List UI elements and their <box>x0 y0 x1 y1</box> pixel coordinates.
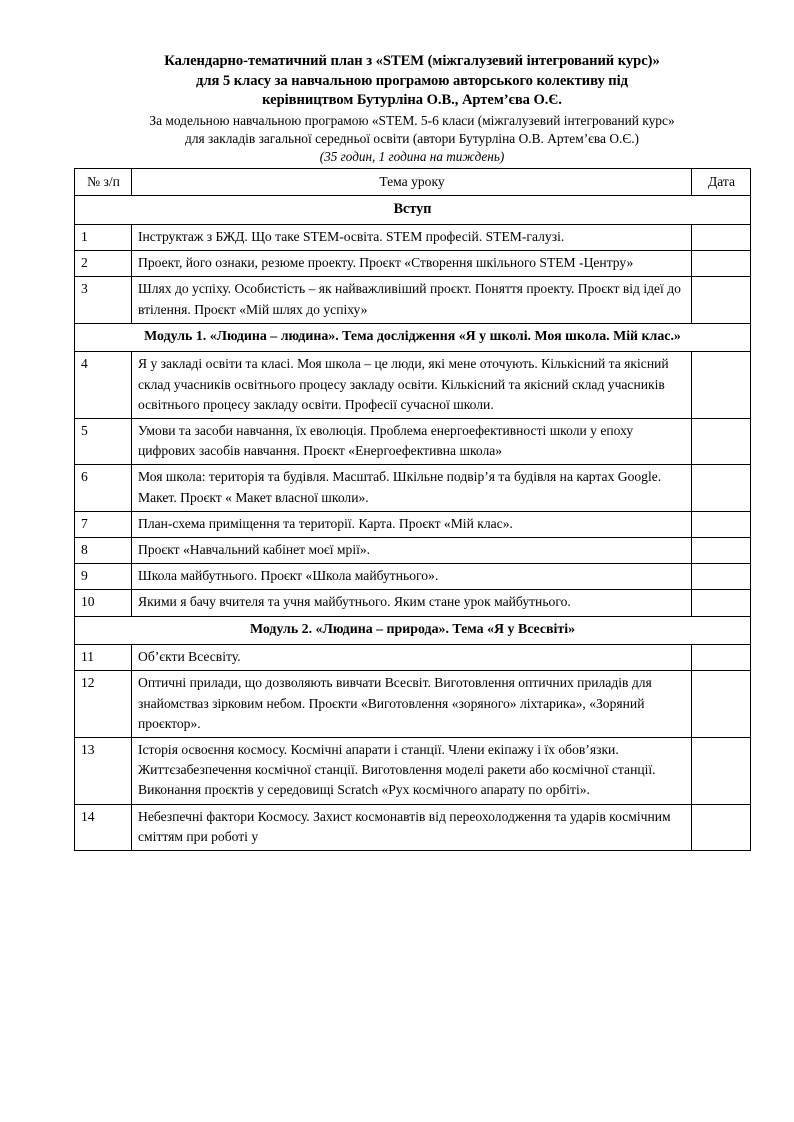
lesson-date[interactable] <box>692 419 751 465</box>
lesson-theme: Школа майбутнього. Проєкт «Школа майбутнього». <box>132 564 692 590</box>
lesson-date[interactable] <box>692 277 751 323</box>
lesson-theme: Історія освоєння космосу. Космічні апарати і станції. Члени екіпажу і їх обов’язки. Життєзабезпечення космічної станції. Виготовлення моделі ракети або космічної станції. Виконання проєктів у середовищі Scratch «Рух космічного апарату по орбіті». <box>132 738 692 805</box>
section-label: Модуль 2. «Людина – природа». Тема «Я у Всесвіті» <box>75 616 751 645</box>
table-row <box>75 224 751 250</box>
page-title <box>74 52 750 111</box>
title-line-3: керівництвом Бутурліна О.В., Артем’єва О.Є. <box>262 92 562 109</box>
table-row <box>75 352 751 419</box>
lesson-number: 8 <box>75 538 132 564</box>
lesson-number: 6 <box>75 465 132 511</box>
lesson-date[interactable] <box>692 590 751 616</box>
lesson-number: 10 <box>75 590 132 616</box>
lesson-theme: Інструктаж з БЖД. Що таке STEM-освіта. STEM професій. STEM-галузі. <box>132 224 692 250</box>
lesson-date[interactable] <box>692 465 751 511</box>
lesson-date[interactable] <box>692 224 751 250</box>
table-body <box>75 196 751 851</box>
lesson-theme: Шлях до успіху. Особистість – як найважливіший проєкт. Поняття проекту. Проєкт від ідеї до втілення. Проєкт «Мій шлях до успіху» <box>132 277 692 323</box>
lesson-date[interactable] <box>692 645 751 671</box>
lesson-theme: Умови та засоби навчання, їх еволюція. Проблема енергоефективності школи у епоху цифрових засобів навчання. Проєкт «Енергоефективна школа» <box>132 419 692 465</box>
lesson-theme: План-схема приміщення та території. Карта. Проєкт «Мій клас». <box>132 511 692 537</box>
page-subtitle <box>74 112 750 148</box>
table-section-row <box>75 196 751 225</box>
section-label: Вступ <box>75 196 751 225</box>
lesson-theme: Оптичні прилади, що дозволяють вивчати Всесвіт. Виготовлення оптичних приладів для знайомстваз зірковим небом. Проєкти «Виготовлення «зоряного» ліхтарика», «Зоряний проєктор». <box>132 671 692 738</box>
table-row <box>75 804 751 850</box>
lesson-date[interactable] <box>692 671 751 738</box>
lesson-theme: Об’єкти Всесвіту. <box>132 645 692 671</box>
lesson-date[interactable] <box>692 511 751 537</box>
table-row <box>75 251 751 277</box>
table-row <box>75 564 751 590</box>
lesson-number: 11 <box>75 645 132 671</box>
table-section-row <box>75 323 751 352</box>
lesson-theme: Небезпечні фактори Космосу. Захист космонавтів від переохолодження та ударів космічним сміттям при роботі у <box>132 804 692 850</box>
lesson-number: 9 <box>75 564 132 590</box>
lesson-number: 1 <box>75 224 132 250</box>
lesson-number: 7 <box>75 511 132 537</box>
column-header-theme: Тема уроку <box>132 169 692 196</box>
table-header-row <box>75 169 751 196</box>
section-label: Модуль 1. «Людина – людина». Тема дослідження «Я у школі. Моя школа. Мій клас.» <box>75 323 751 352</box>
table-row <box>75 671 751 738</box>
title-line-1: Календарно-тематичний план з «STEM (міжгалузевий інтегрований курс)» <box>164 53 660 69</box>
lesson-date[interactable] <box>692 251 751 277</box>
lesson-number: 13 <box>75 738 132 805</box>
lesson-number: 14 <box>75 804 132 850</box>
lesson-theme: Моя школа: територія та будівля. Масштаб. Шкільне подвір’я та будівля на картах Google. Макет. Проєкт « Макет власної школи». <box>132 465 692 511</box>
table-head <box>75 169 751 196</box>
lesson-number: 2 <box>75 251 132 277</box>
lesson-date[interactable] <box>692 804 751 850</box>
table-row <box>75 419 751 465</box>
lesson-date[interactable] <box>692 538 751 564</box>
lesson-theme: Якими я бачу вчителя та учня майбутнього. Яким стане урок майбутнього. <box>132 590 692 616</box>
table-row <box>75 538 751 564</box>
lesson-number: 12 <box>75 671 132 738</box>
table-row <box>75 645 751 671</box>
hours-note: (35 годин, 1 година на тиждень) <box>319 149 505 165</box>
lesson-number: 5 <box>75 419 132 465</box>
table-section-row <box>75 616 751 645</box>
table-row <box>75 590 751 616</box>
lesson-date[interactable] <box>692 738 751 805</box>
lesson-theme: Я у закладі освіти та класі. Моя школа – це люди, які мене оточують. Кількісний та якісний склад учасників освітнього процесу закладу освіти. Кількісний та якісний склад учасників освітнього процесу закладу освіти. Професії сучасної школи. <box>132 352 692 419</box>
column-header-date: Дата <box>692 169 751 196</box>
table-row <box>75 738 751 805</box>
lesson-theme: Проект, його ознаки, резюме проекту. Проєкт «Створення шкільного STEM -Центру» <box>132 251 692 277</box>
lesson-number: 4 <box>75 352 132 419</box>
table-row <box>75 511 751 537</box>
lesson-date[interactable] <box>692 352 751 419</box>
subtitle-line-2: для закладів загальної середньої освіти (автори Бутурліна О.В. Артем’єва О.Є.) <box>185 130 639 146</box>
calendar-plan-table <box>74 168 751 851</box>
title-line-2: для 5 класу за навчальною програмою авторського колективу під <box>195 72 628 89</box>
column-header-number: № з/п <box>75 169 132 196</box>
table-row <box>75 465 751 511</box>
lesson-theme: Проєкт «Навчальний кабінет моєї мрії». <box>132 538 692 564</box>
lesson-number: 3 <box>75 277 132 323</box>
subtitle-line-1: За модельною навчальною програмою «STEM. 5-6 класи (міжгалузевий інтегрований курс» <box>149 112 675 128</box>
lesson-date[interactable] <box>692 564 751 590</box>
table-row <box>75 277 751 323</box>
